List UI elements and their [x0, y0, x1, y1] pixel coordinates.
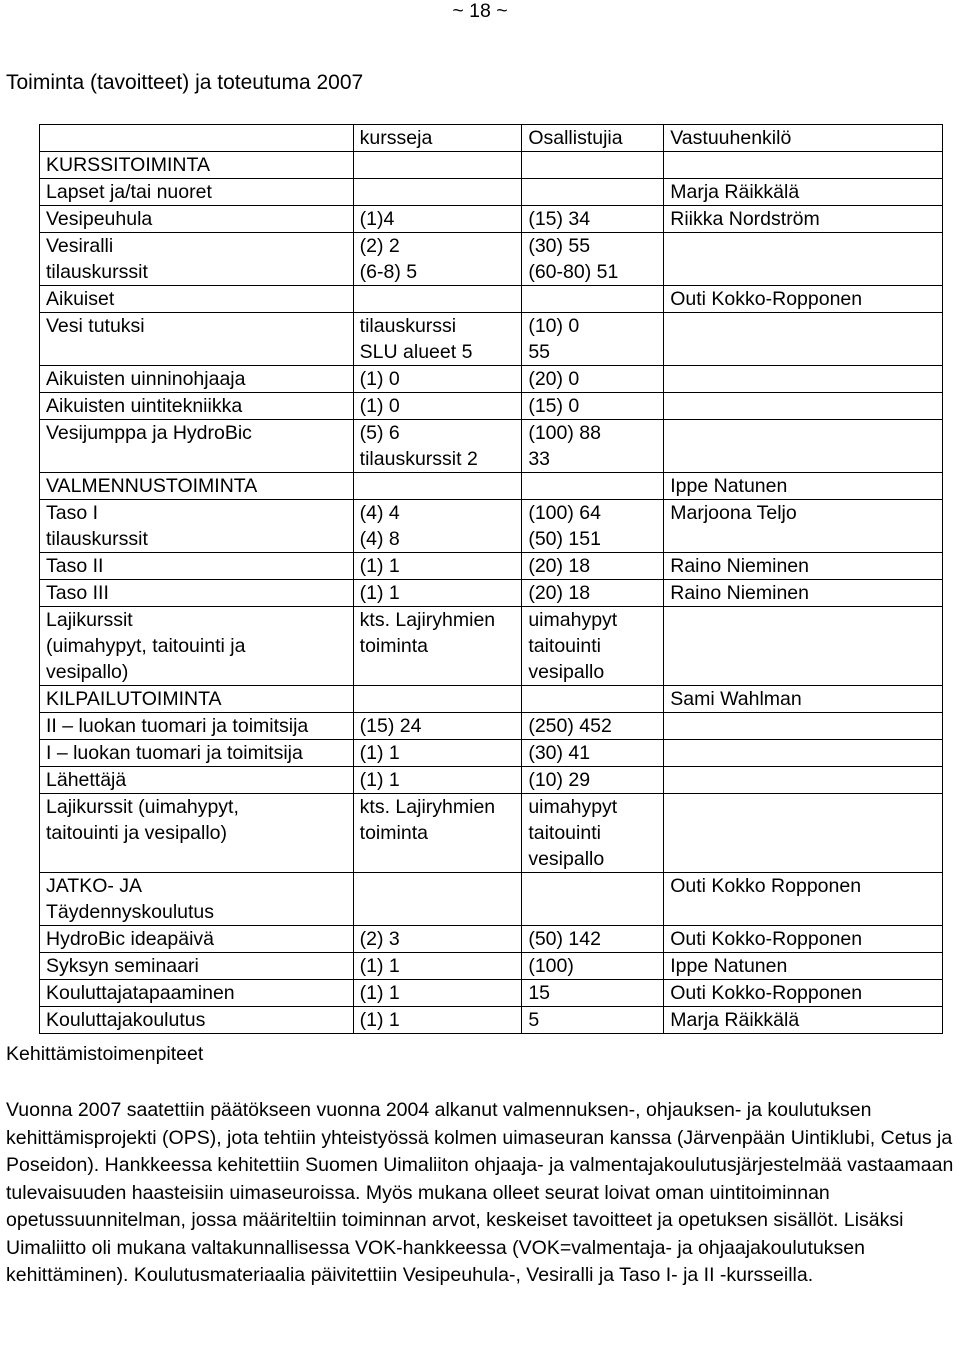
table-cell	[353, 686, 522, 713]
table-cell: Lajikurssit (uimahypyt, taitouinti ja vesipallo)	[40, 794, 354, 873]
table-cell: Riikka Nordström	[664, 206, 943, 233]
table-cell: (30) 55 (60-80) 51	[522, 233, 664, 286]
table-cell: (250) 452	[522, 713, 664, 740]
table-cell: Kouluttajatapaaminen	[40, 980, 354, 1007]
table-cell	[522, 179, 664, 206]
page-number: ~ 18 ~	[452, 0, 508, 22]
table-cell	[522, 473, 664, 500]
table-cell: (4) 4 (4) 8	[353, 500, 522, 553]
table-cell: (1) 0	[353, 393, 522, 420]
table-cell	[353, 286, 522, 313]
table-cell: HydroBic ideapäivä	[40, 926, 354, 953]
table-cell: (2) 3	[353, 926, 522, 953]
table-cell: Outi Kokko-Ropponen	[664, 926, 943, 953]
table-cell: (2) 2 (6-8) 5	[353, 233, 522, 286]
table-cell	[664, 152, 943, 179]
table-cell: (100) 88 33	[522, 420, 664, 473]
table-cell	[353, 152, 522, 179]
table-cell: Lajikurssit (uimahypyt, taitouinti ja vesipallo)	[40, 607, 354, 686]
table-cell: (1) 1	[353, 767, 522, 794]
table-cell: Outi Kokko Ropponen	[664, 873, 943, 926]
table-cell	[522, 873, 664, 926]
table-cell: kts. Lajiryhmien toiminta	[353, 607, 522, 686]
table-cell	[353, 473, 522, 500]
table-cell: Raino Nieminen	[664, 580, 943, 607]
table-cell: I – luokan tuomari ja toimitsija	[40, 740, 354, 767]
table-row	[40, 500, 943, 553]
table-cell: Taso I tilauskurssit	[40, 500, 354, 553]
page-title: Toiminta (tavoitteet) ja toteutuma 2007	[6, 71, 364, 94]
table-cell: (20) 18	[522, 580, 664, 607]
table-row	[40, 767, 943, 794]
table-cell: Outi Kokko-Ropponen	[664, 980, 943, 1007]
table-cell: (1) 1	[353, 740, 522, 767]
table-row	[40, 233, 943, 286]
table-cell: Ippe Natunen	[664, 473, 943, 500]
table-cell: tilauskurssi SLU alueet 5	[353, 313, 522, 366]
table-cell: Lähettäjä	[40, 767, 354, 794]
table-row	[40, 313, 943, 366]
table-cell: KURSSITOIMINTA	[40, 152, 354, 179]
table-cell	[664, 607, 943, 686]
table-cell: Vesijumppa ja HydroBic	[40, 420, 354, 473]
table-cell: Ippe Natunen	[664, 953, 943, 980]
body-paragraph: Vuonna 2007 saatettiin päätökseen vuonna 2004 alkanut valmennuksen-, ohjauksen- ja koulutuksen kehittämisprojekti (OPS), jota tehtiin yhteistyössä kolmen uimaseuran kanssa (Järvenpään Uintiklubi, Cetus ja Poseidon). Hankkeessa kehitettiin Suomen Uimaliiton ohjaaja- ja valmentajakoulutusjärjestelmää vastaamaan tulevaisuuden haasteisiin uimaseuroissa. Myös mukana olleet seurat loivat oman uintitoiminnan opetussuunnitelman, jossa määriteltiin toiminnan arvot, keskeiset tavoitteet ja opetuksen sisällöt. Lisäksi Uimaliitto oli mukana valtakunnallisessa VOK-hankkeessa (VOK=valmentaja- ja ohjaajakoulutuksen kehittäminen). Koulutusmateriaalia päivitettiin Vesipeuhula-, Vesiralli ja Taso I- ja II -kursseilla.	[6, 1099, 954, 1286]
table-cell	[664, 740, 943, 767]
table-cell: (100) 64 (50) 151	[522, 500, 664, 553]
section-heading: Kehittämistoimenpiteet	[6, 1043, 204, 1065]
table-cell	[353, 179, 522, 206]
table-cell: (1) 1	[353, 980, 522, 1007]
table-cell: Aikuiset	[40, 286, 354, 313]
table-cell: Aikuisten uinninohjaaja	[40, 366, 354, 393]
table-cell: Sami Wahlman	[664, 686, 943, 713]
table-cell: 5	[522, 1007, 664, 1034]
table-cell: Kouluttajakoulutus	[40, 1007, 354, 1034]
table-row	[40, 686, 943, 713]
table-row	[40, 713, 943, 740]
table-cell: Marjoona Teljo	[664, 500, 943, 553]
table-row	[40, 366, 943, 393]
table-cell: (30) 41	[522, 740, 664, 767]
table-cell: Marja Räikkälä	[664, 179, 943, 206]
table-cell: 15	[522, 980, 664, 1007]
table-cell: Outi Kokko-Ropponen	[664, 286, 943, 313]
table-cell: (15) 0	[522, 393, 664, 420]
table-cell	[664, 713, 943, 740]
table-cell: Vesiralli tilauskurssit	[40, 233, 354, 286]
table-cell	[522, 152, 664, 179]
table-cell: (50) 142	[522, 926, 664, 953]
table-row	[40, 393, 943, 420]
table-cell: (20) 18	[522, 553, 664, 580]
header-cell: kursseja	[353, 125, 522, 152]
table-row	[40, 953, 943, 980]
table-row	[40, 926, 943, 953]
header-cell: Vastuuhenkilö	[664, 125, 943, 152]
table-row	[40, 607, 943, 686]
activity-table	[39, 124, 943, 1034]
table-cell: KILPAILUTOIMINTA	[40, 686, 354, 713]
table-row	[40, 179, 943, 206]
table-row	[40, 420, 943, 473]
table-cell: (1) 1	[353, 1007, 522, 1034]
table-cell: JATKO- JA Täydennyskoulutus	[40, 873, 354, 926]
table-cell: uimahypyt taitouinti vesipallo	[522, 607, 664, 686]
table-cell	[664, 794, 943, 873]
table-cell: (5) 6 tilauskurssit 2	[353, 420, 522, 473]
table-cell: Taso II	[40, 553, 354, 580]
table-cell: kts. Lajiryhmien toiminta	[353, 794, 522, 873]
table-cell: VALMENNUSTOIMINTA	[40, 473, 354, 500]
table-header-row	[40, 125, 943, 152]
table-row	[40, 206, 943, 233]
table-cell: Raino Nieminen	[664, 553, 943, 580]
table-cell	[664, 767, 943, 794]
table-row	[40, 794, 943, 873]
table-row	[40, 980, 943, 1007]
table-cell: Marja Räikkälä	[664, 1007, 943, 1034]
header-cell	[40, 125, 354, 152]
table-cell	[664, 393, 943, 420]
table-cell: (1) 1	[353, 580, 522, 607]
table-cell	[353, 873, 522, 926]
table-row	[40, 473, 943, 500]
table-row	[40, 873, 943, 926]
table-row	[40, 553, 943, 580]
table-cell: Vesipeuhula	[40, 206, 354, 233]
table-cell	[664, 420, 943, 473]
table-cell: Lapset ja/tai nuoret	[40, 179, 354, 206]
table-cell: (1)4	[353, 206, 522, 233]
table-cell: II – luokan tuomari ja toimitsija	[40, 713, 354, 740]
table-cell: (10) 0 55	[522, 313, 664, 366]
table-row	[40, 152, 943, 179]
table-row	[40, 580, 943, 607]
table-row	[40, 286, 943, 313]
table-row	[40, 1007, 943, 1034]
table-cell: Taso III	[40, 580, 354, 607]
table-cell: uimahypyt taitouinti vesipallo	[522, 794, 664, 873]
table-cell	[664, 366, 943, 393]
table-cell: (20) 0	[522, 366, 664, 393]
header-cell: Osallistujia	[522, 125, 664, 152]
table-cell: (100)	[522, 953, 664, 980]
table-cell: (10) 29	[522, 767, 664, 794]
table-cell: Aikuisten uintitekniikka	[40, 393, 354, 420]
table-body	[40, 152, 943, 1034]
table-cell: (1) 1	[353, 953, 522, 980]
table-row	[40, 740, 943, 767]
table-cell	[522, 686, 664, 713]
table-cell: Syksyn seminaari	[40, 953, 354, 980]
table-cell: Vesi tutuksi	[40, 313, 354, 366]
table-cell	[522, 286, 664, 313]
table-cell: (1) 1	[353, 553, 522, 580]
table-cell	[664, 233, 943, 286]
table-cell: (15) 34	[522, 206, 664, 233]
table-cell	[664, 313, 943, 366]
table-cell: (15) 24	[353, 713, 522, 740]
table-cell: (1) 0	[353, 366, 522, 393]
